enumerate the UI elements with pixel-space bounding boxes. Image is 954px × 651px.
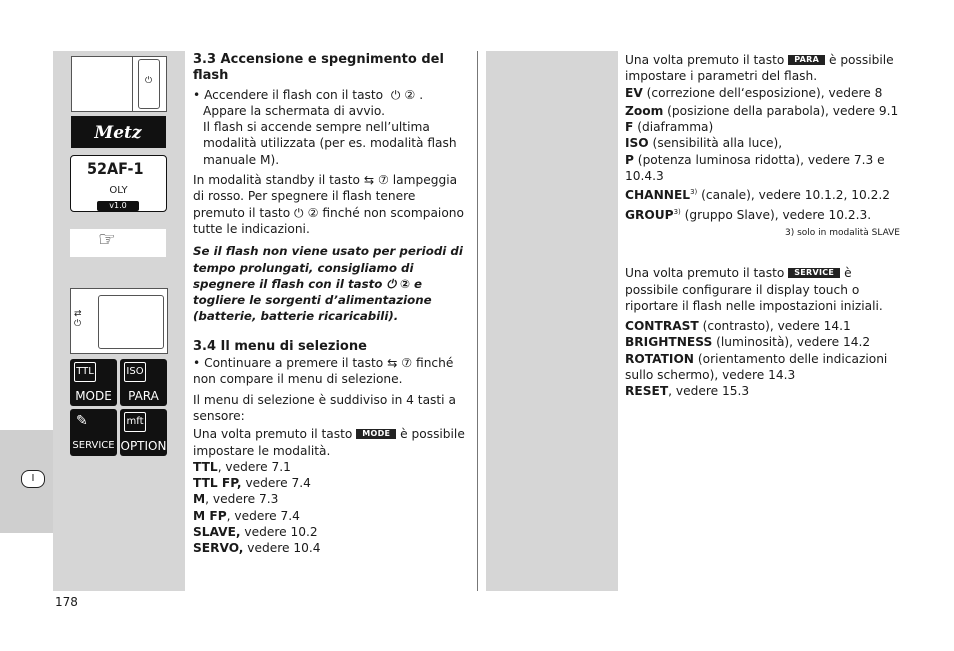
column-1: 3.3 Accensione e spegnimento del flash • Accendere il flash con il tasto ⏻ ② . Appare la schermata di avvio. Il flash si accende sempre nell’ultima modalità utilizzata (per es. modalità flash manuale M). In modalità standby il tasto ⇆ ⑦ lampeggia di rosso. Per spegnere il flash tenere premuto il tasto ⏻ ② finché non scompaiono tutte le indicazioni. Se il flash non viene usato per periodi di tempo prolungati, consigliamo di spegnere il flash con il tasto ⏻ ② e togliere le sorgenti d’alimentazione (batterie, batterie ricaricabili). 3.4 Il menu di selezione • Continuare a premere il tasto ⇆ ⑦ finché non compare il menu di selezione. Il menu di selezione è suddiviso in 4 tasti a sensore: Una volta premuto il tasto MODE è possibile impostare le modalità. TTL, vedere 7.1 TTL FP, vedere 7.4 M, vedere 7.3 M FP, vedere 7.4 SLAVE, vedere 10.2 SERVO, vedere 10.4 [193,52,469,557]
mode-button[interactable]: TTL MODE [70,359,117,406]
list-item: RESET, vedere 15.3 [625,384,750,399]
list-item: EV (correzione dell‘esposizione), vedere 8 [625,85,883,100]
arrows-icon: ⇆ [363,173,375,188]
start-screen-display [70,155,167,212]
services-list [625,318,900,399]
list-item: Zoom (posizione della parabola), vedere 9.1 [625,103,899,118]
wrench-icon: ✎ [76,413,88,429]
last-mode-text: Il flash si accende sempre nell’ultima modalità utilizzata (per es. modalità flash manuale M). [203,120,457,167]
metz-logo [71,116,166,148]
mode-badge: MODE [356,429,396,439]
arrows-icon: ⇄ ⏻ [74,309,82,329]
list-item: TTL, vedere 7.1 [193,459,291,474]
list-item: CONTRAST (contrasto), vedere 14.1 [625,319,851,334]
list-item: F (diaframma) [625,120,714,135]
right-illustration-panel [486,51,618,591]
pointing-hand-icon: ☞ [70,229,166,257]
service-badge: SERVICE [788,268,840,278]
power-icon: ⏻ [387,87,401,102]
para-button[interactable]: ISO PARA [120,359,167,406]
menu-buttons-grid [70,359,168,457]
model-name: 52AF-1 [87,159,144,178]
list-item: M FP, vedere 7.4 [193,508,300,523]
start-screen-text: Appare la schermata di avvio. [203,103,386,118]
list-item: CHANNEL$^{3)}$ (canale), vedere 10.1.2, 10.2.2 [625,188,890,203]
key-number-2: ② [404,87,416,102]
list-item: ROTATION (orientamento delle indicazioni sullo schermo), vedere 14.3 [625,351,888,383]
language-badge: I [21,470,45,488]
column-2: Una volta premuto il tasto PARA è possibile impostare i parametri del flash. EV (correzione dell‘esposizione), vedere 8 Zoom (posizione della parabola), vedere 9.1 F (diaframma) ISO (sensibilità alla luce), P (potenza luminosa ridotta), vedere 7.3 e 10.4.3 CHANNEL$^{3)}$ (canale), vedere 10.1.2, 10.2.2 GROUP$^{3)}$ (gruppo Slave), vedere 10.2.3. 3) solo in modalità SLAVE Una volta premuto il tasto SERVICE è possibile configurare il display touch o riportare il flash nelle impostazioni iniziali. CONTRAST (contrasto), vedere 14.1 BRIGHTNESS (luminosità), vedere 14.2 ROTATION (orientamento delle indicazioni sullo schermo), vedere 14.3 RESET, vedere 15.3 [625,53,900,399]
power-icon: ⏻ [294,205,304,220]
flash-side-illustration [70,288,168,354]
footnote: 3) solo in modalità SLAVE [785,227,900,238]
version-badge: v1.0 [97,201,139,211]
model-sub: OLY [109,185,128,196]
option-button[interactable]: mft OPTION [120,409,167,456]
power-icon: ⏻ [386,276,396,291]
section-title-3-3: 3.3 Accensione e spegnimento del flash [193,52,444,84]
svg-text:Metz: Metz [94,123,142,143]
list-item: M, vedere 7.3 [193,492,279,507]
service-button[interactable]: ✎ SERVICE [70,409,117,456]
list-item: SERVO, vedere 10.4 [193,541,321,556]
power-symbol-icon: ⏻ [145,76,153,86]
list-item: GROUP$^{3)}$ (gruppo Slave), vedere 10.2.3. [625,207,872,222]
page-number: 178 [55,595,78,609]
sensor-keys-text: Il menu di selezione è suddiviso in 4 tasti a sensore: [193,392,456,423]
list-item: TTL FP, vedere 7.4 [193,476,311,491]
column-divider [477,51,478,591]
list-item: SLAVE, vedere 10.2 [193,525,318,540]
list-item: P (potenza luminosa ridotta), vedere 7.3 e 10.4.3 [625,152,885,184]
section-title-3-4: 3.4 Il menu di selezione [193,338,367,354]
bullet-switch-on: • Accendere il flash con il tasto [193,87,384,102]
arrows-icon: ⇆ [387,356,398,371]
para-badge: PARA [788,55,825,65]
list-item: ISO (sensibilità alla luce), [625,136,783,151]
params-list [625,85,900,223]
modes-list [193,459,469,557]
flash-device-illustration [71,56,167,112]
list-item: BRIGHTNESS (luminosità), vedere 14.2 [625,335,871,350]
